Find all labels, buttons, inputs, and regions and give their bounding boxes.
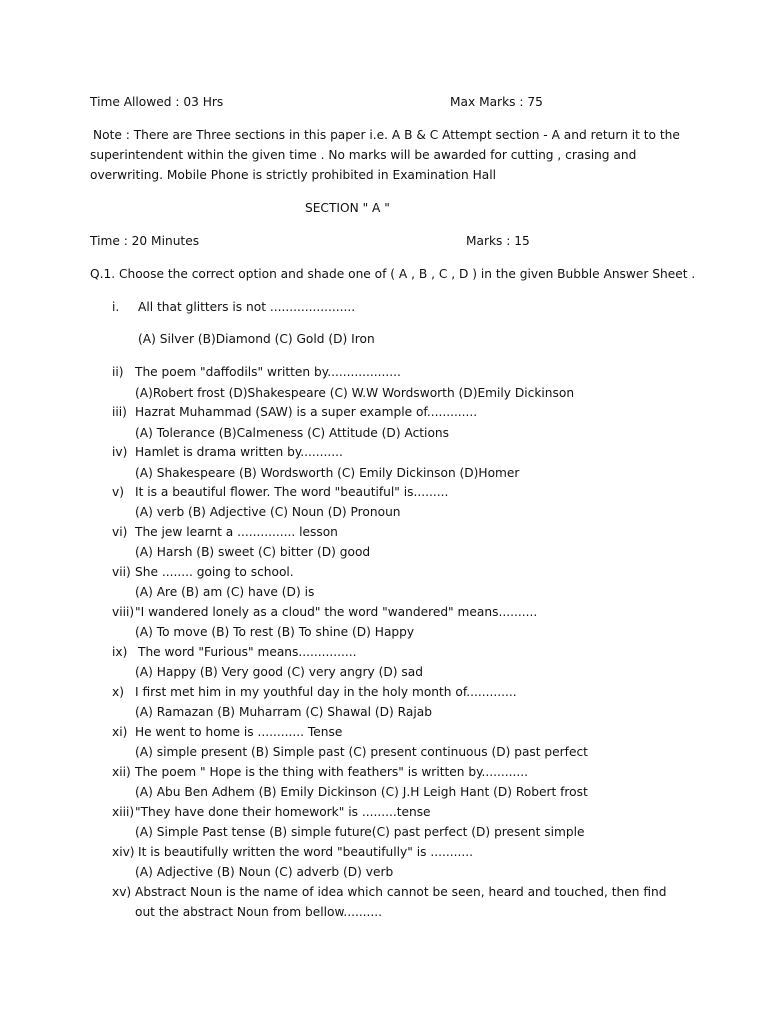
question-options: (A)Robert frost (D)Shakespeare (C) W.W Wordsworth (D)Emily Dickinson (135, 386, 575, 400)
section-marks: Marks : 15 (466, 234, 530, 248)
question-text: All that glitters is not ...................... (138, 300, 356, 314)
note-paragraph: Note : There are Three sections in this paper i.e. A B & C Attempt section - A and return it to the superintendent within the given time . No marks will be awarded for cutting , crasing and overwriting. Mobile Phone is strictly prohibited in Examination Hall (90, 128, 680, 182)
question-instruction: Q.1. Choose the correct option and shade one of ( A , B , C , D ) in the given Bubble Answer Sheet . (90, 267, 696, 281)
question-number: ii) (112, 365, 124, 379)
question-text: The poem " Hope is the thing with feathers" is written by............ (135, 765, 529, 779)
question-options: (A) Abu Ben Adhem (B) Emily Dickinson (C) J.H Leigh Hant (D) Robert frost (135, 785, 588, 799)
question-text: The jew learnt a ............... lesson (135, 525, 338, 539)
question-text: Abstract Noun is the name of idea which cannot be seen, heard and touched, then find out the abstract Noun from bellow.......... (135, 885, 667, 919)
section-title: SECTION " A " (305, 201, 390, 215)
question-options: (A) Ramazan (B) Muharram (C) Shawal (D) Rajab (135, 705, 432, 719)
question-text: "I wandered lonely as a cloud" the word "wandered" means.......... (135, 605, 538, 619)
question-options: (A) Shakespeare (B) Wordsworth (C) Emily Dickinson (D)Homer (135, 466, 520, 480)
question-number: xi) (112, 725, 128, 739)
time-allowed: Time Allowed : 03 Hrs (90, 95, 224, 109)
question-options: (A) Happy (B) Very good (C) very angry (D) sad (135, 665, 423, 679)
question-number: iv) (112, 445, 128, 459)
question-options: (A) Harsh (B) sweet (C) bitter (D) good (135, 545, 371, 559)
question-number: v) (112, 485, 124, 499)
question-options: (A) Tolerance (B)Calmeness (C) Attitude (D) Actions (135, 426, 449, 440)
question-options: (A) Adjective (B) Noun (C) adverb (D) verb (135, 865, 394, 879)
question-text: Hamlet is drama written by........... (135, 445, 343, 459)
question-number: vii) (112, 565, 131, 579)
question-number: xiv) (112, 845, 135, 859)
question-number: vi) (112, 525, 128, 539)
question-options: (A) To move (B) To rest (B) To shine (D) Happy (135, 625, 415, 639)
question-number: i. (112, 300, 120, 314)
question-options: (A) verb (B) Adjective (C) Noun (D) Pronoun (135, 505, 401, 519)
question-number: xv) (112, 885, 132, 899)
question-number: ix) (112, 645, 128, 659)
question-text: It is a beautiful flower. The word "beautiful" is......... (135, 485, 449, 499)
question-number: x) (112, 685, 124, 699)
question-options: (A) Are (B) am (C) have (D) is (135, 585, 315, 599)
question-options: (A) simple present (B) Simple past (C) present continuous (D) past perfect (135, 745, 588, 759)
question-text: She ........ going to school. (135, 565, 294, 579)
question-options: (A) Simple Past tense (B) simple future(C) past perfect (D) present simple (135, 825, 585, 839)
question-text: Hazrat Muhammad (SAW) is a super example of............. (135, 405, 478, 419)
question-text: He went to home is ............ Tense (135, 725, 343, 739)
question-number: xii) (112, 765, 131, 779)
question-number: xiii) (112, 805, 135, 819)
question-text: I first met him in my youthful day in the holy month of............. (135, 685, 517, 699)
question-text: It is beautifully written the word "beautifully" is ........... (138, 845, 473, 859)
max-marks: Max Marks : 75 (450, 95, 543, 109)
question-options: (A) Silver (B)Diamond (C) Gold (D) Iron (138, 332, 375, 346)
question-text: The poem "daffodils" written by................... (135, 365, 401, 379)
question-number: viii) (112, 605, 135, 619)
section-time: Time : 20 Minutes (90, 234, 200, 248)
question-number: iii) (112, 405, 127, 419)
question-text: The word "Furious" means............... (138, 645, 357, 659)
question-text: "They have done their homework" is .........tense (135, 805, 431, 819)
